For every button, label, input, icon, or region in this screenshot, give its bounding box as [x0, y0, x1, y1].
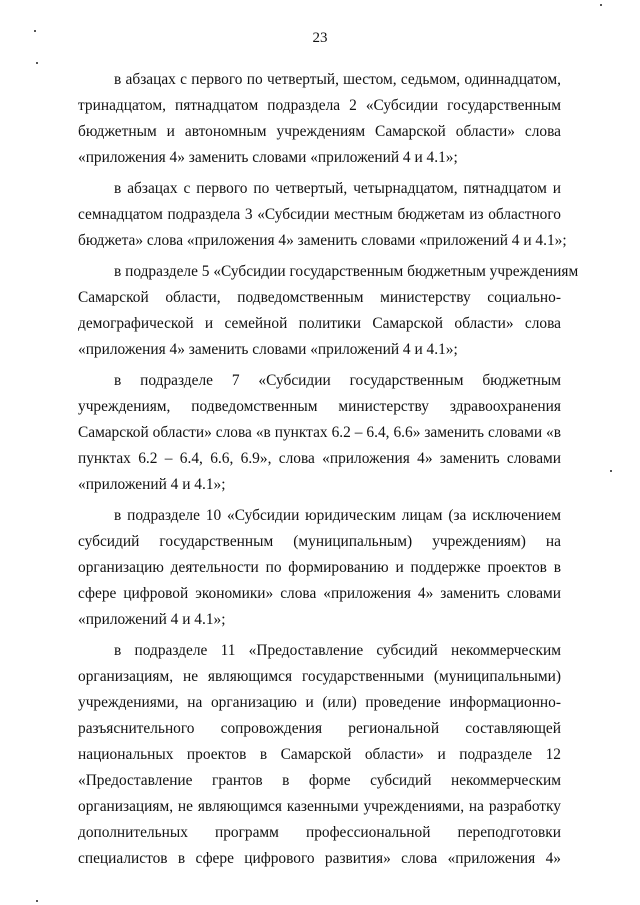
text-line: в подразделе 10 «Субсидии юридическим лицам (за исключением	[114, 507, 561, 524]
text-line: в подразделе 11 «Предоставление субсидий некоммерческим	[114, 642, 561, 659]
text-line: демографической и семейной политики Самарской области» слова	[78, 315, 561, 332]
text-line: «приложения 4» заменить словами «приложений 4 и 4.1»;	[78, 341, 458, 358]
text-line: в абзацах с первого по четвертый, шестом, седьмом, одиннадцатом,	[114, 71, 561, 88]
text-line: национальных проектов в Самарской области» и подразделе 12	[78, 746, 561, 763]
text-line: «приложения 4» заменить словами «приложений 4 и 4.1»;	[78, 149, 458, 166]
paragraph	[78, 368, 561, 498]
text-line: в подразделе 5 «Субсидии государственным бюджетным учреждениям	[114, 263, 579, 280]
scan-speck	[600, 4, 602, 6]
text-line: в подразделе 7 «Субсидии государственным бюджетным	[114, 372, 561, 389]
text-line: семнадцатом подраздела 3 «Субсидии местным бюджетам из областного	[78, 206, 561, 223]
text-line: учреждениям, подведомственным министерству здравоохранения	[78, 398, 561, 415]
paragraph	[78, 67, 561, 171]
text-line: организацию деятельности по формированию и поддержке проектов в	[78, 559, 561, 576]
paragraph	[78, 503, 561, 633]
text-line: специалистов в сфере цифрового развития» слова «приложения 4»	[78, 850, 561, 867]
text-line: в абзацах с первого по четвертый, четырнадцатом, пятнадцатом и	[114, 180, 561, 197]
paragraph	[78, 638, 561, 872]
text-line: дополнительных программ профессиональной переподготовки	[78, 824, 561, 841]
text-line: бюджетным и автономным учреждениям Самарской области» слова	[78, 123, 561, 140]
scan-speck	[34, 30, 36, 32]
text-line: разъяснительного сопровождения региональной составляющей	[78, 720, 561, 737]
scan-speck	[610, 470, 612, 472]
scan-speck	[36, 62, 38, 64]
text-line: «приложений 4 и 4.1»;	[78, 611, 226, 628]
paragraph	[78, 176, 567, 254]
scan-speck	[36, 900, 38, 902]
paragraph	[78, 259, 579, 363]
text-line: «приложений 4 и 4.1»;	[78, 476, 226, 493]
text-line: тринадцатом, пятнадцатом подраздела 2 «Субсидии государственным	[78, 97, 561, 114]
text-line: учреждениями, на организацию и (или) проведение информационно-	[78, 694, 561, 711]
text-line: Самарской области, подведомственным министерству социально-	[78, 289, 561, 306]
text-line: бюджета» слова «приложения 4» заменить словами «приложений 4 и 4.1»;	[78, 232, 567, 249]
text-line: субсидий государственным (муниципальным) учреждениям) на	[78, 533, 561, 550]
text-line: Самарской области» слова «в пунктах 6.2 – 6.4, 6.6» заменить словами «в	[78, 424, 561, 441]
text-line: пунктах 6.2 – 6.4, 6.6, 6.9», слова «приложения 4» заменить словами	[78, 450, 561, 467]
text-line: организациям, не являющимся казенными учреждениями, на разработку	[78, 798, 561, 815]
page-number: 23	[312, 30, 328, 46]
text-line: сфере цифровой экономики» слова «приложения 4» заменить словами	[78, 585, 561, 602]
text-line: «Предоставление грантов в форме субсидий некоммерческим	[78, 772, 561, 789]
text-line: организациям, не являющимся государственными (муниципальными)	[78, 668, 561, 685]
document-body	[78, 67, 579, 877]
